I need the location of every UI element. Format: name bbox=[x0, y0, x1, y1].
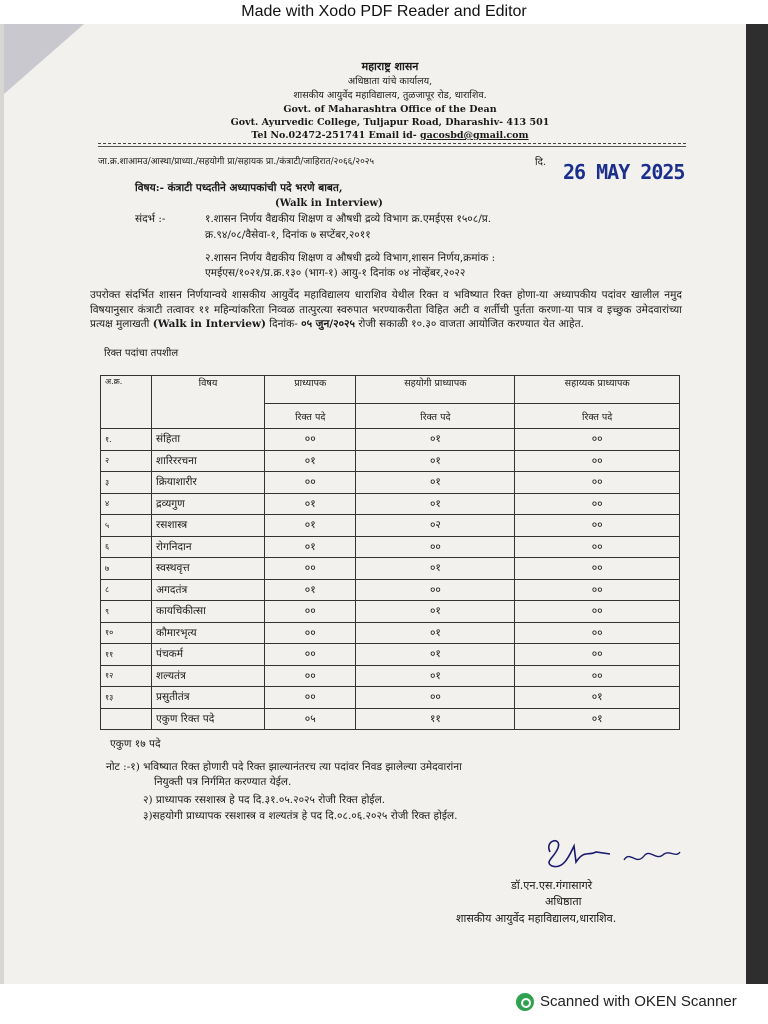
table-row bbox=[101, 601, 680, 623]
subject-line: विषय:- कंत्राटी पध्दतीने अध्यापकांची पदे भरणे बाबत, bbox=[135, 182, 343, 194]
row-subject: रसशास्त्र bbox=[152, 515, 265, 537]
note-1: नोट :-१) भविष्यात रिक्त होणारी पदे रिक्त झाल्यानंतरच त्या पदांवर निवड झालेल्या उमेदवारांना bbox=[106, 761, 462, 773]
reference-label: संदर्भ :- bbox=[135, 213, 166, 225]
header-divider-solid bbox=[98, 146, 686, 147]
row-associate: ०१ bbox=[356, 644, 515, 666]
row-assistant: ०० bbox=[515, 601, 680, 623]
paragraph-main: उपरोक्त संदर्भित शासन निर्णयान्वये शासकीय आयुर्वेद महाविद्यालय धाराशिव येथील रिक्त व भविष्यात रिक्त होणा-या अध्यापकीय पदांवर खालील नमुद विषयानुसार कंत्राटी तत्वावर ११ महिन्यांकरिता निव्वळ तात्पुरत्या स्वरुपात भरण्याकरीता विहित अटी व शर्तीची पुर्तता करणा-या पात्र व इच्छुक उमेदवारांच्या प्रत्यक्ष मुलाखती bbox=[90, 289, 682, 330]
table-row bbox=[101, 644, 680, 666]
table-row bbox=[101, 429, 680, 451]
subheader-professor: रिक्त पदे bbox=[265, 404, 356, 429]
row-professor: ०१ bbox=[265, 515, 356, 537]
header-associate-professor: सहयोगी प्राध्यापक bbox=[356, 376, 515, 404]
row-sr-no: ७ bbox=[101, 558, 152, 580]
total-assistant: ०१ bbox=[515, 708, 680, 730]
row-professor: ०० bbox=[265, 558, 356, 580]
row-associate: ०० bbox=[356, 687, 515, 709]
row-subject: अगदतंत्र bbox=[152, 579, 265, 601]
header-contact bbox=[180, 129, 600, 142]
row-associate: ०१ bbox=[356, 622, 515, 644]
signatory-post: अधिष्ठाता bbox=[545, 895, 582, 908]
table-row bbox=[101, 665, 680, 687]
row-associate: ०१ bbox=[356, 472, 515, 494]
row-sr-no: ९ bbox=[101, 601, 152, 623]
row-associate: ०१ bbox=[356, 558, 515, 580]
row-professor: ०० bbox=[265, 601, 356, 623]
row-assistant: ०० bbox=[515, 493, 680, 515]
row-sr-no: ८ bbox=[101, 579, 152, 601]
total-sr bbox=[101, 708, 152, 730]
row-sr-no: ३ bbox=[101, 472, 152, 494]
row-sr-no: ४ bbox=[101, 493, 152, 515]
row-assistant: ०० bbox=[515, 579, 680, 601]
header-divider bbox=[98, 143, 686, 144]
subheader-assistant: रिक्त पदे bbox=[515, 404, 680, 429]
table-total-row bbox=[101, 708, 680, 730]
row-professor: ०० bbox=[265, 644, 356, 666]
row-associate: ०२ bbox=[356, 515, 515, 537]
row-professor: ०१ bbox=[265, 450, 356, 472]
row-assistant: ०० bbox=[515, 429, 680, 451]
row-sr-no: ६ bbox=[101, 536, 152, 558]
row-sr-no: १. bbox=[101, 429, 152, 451]
total-associate: ११ bbox=[356, 708, 515, 730]
header-office: अधिष्ठाता यांचे कार्यालय, bbox=[347, 76, 433, 87]
table-header-row bbox=[101, 376, 680, 404]
row-assistant: ०० bbox=[515, 622, 680, 644]
table-row bbox=[101, 536, 680, 558]
row-assistant: ०० bbox=[515, 515, 680, 537]
grand-total: एकुण १७ पदे bbox=[110, 738, 161, 750]
row-subject: द्रव्यगुण bbox=[152, 493, 265, 515]
row-professor: ०० bbox=[265, 472, 356, 494]
row-professor: ०० bbox=[265, 665, 356, 687]
vacancy-table bbox=[100, 375, 680, 730]
header-state: महाराष्ट्र शासन bbox=[361, 60, 419, 73]
table-row bbox=[101, 579, 680, 601]
row-professor: ०० bbox=[265, 687, 356, 709]
table-row bbox=[101, 687, 680, 709]
row-assistant: ०० bbox=[515, 665, 680, 687]
row-subject: कौमारभृत्य bbox=[152, 622, 265, 644]
row-subject: प्रसुतीतंत्र bbox=[152, 687, 265, 709]
page-fold-shadow bbox=[4, 24, 84, 94]
note-1-continued: नियुक्ती पत्र निर्गमित करण्यात येईल. bbox=[154, 776, 292, 788]
row-subject: रोगनिदान bbox=[152, 536, 265, 558]
table-caption: रिक्त पदांचा तपशील bbox=[104, 348, 179, 359]
note-2: २) प्राध्यापक रसशास्त्र हे पद दि.३१.०५.२०२५ रोजी रिक्त होईल. bbox=[143, 794, 386, 806]
header-sr-no: अ.क्र. bbox=[101, 376, 152, 429]
header-address-en: Govt. Ayurvedic College, Tuljapur Road, Dharashiv- 413 501 bbox=[230, 117, 550, 128]
reference-line-3: २.शासन निर्णय वैद्यकीय शिक्षण व औषधी द्रव्ये विभाग,शासन निर्णय,क्रमांक : bbox=[205, 252, 496, 264]
row-associate: ०१ bbox=[356, 665, 515, 687]
header-subject: विषय bbox=[152, 376, 265, 429]
row-associate: ०१ bbox=[356, 493, 515, 515]
row-sr-no: ११ bbox=[101, 644, 152, 666]
row-sr-no: २ bbox=[101, 450, 152, 472]
row-sr-no: १० bbox=[101, 622, 152, 644]
row-professor: ०० bbox=[265, 429, 356, 451]
row-assistant: ०० bbox=[515, 644, 680, 666]
row-sr-no: १२ bbox=[101, 665, 152, 687]
row-subject: शल्यतंत्र bbox=[152, 665, 265, 687]
row-assistant: ०० bbox=[515, 450, 680, 472]
table-row bbox=[101, 493, 680, 515]
row-subject: क्रियाशारीर bbox=[152, 472, 265, 494]
reference-number: जा.क्र.शाआमउ/आस्था/प्राध्या./सहयोगी प्रा/सहायक प्रा./कंत्राटी/जाहिरात/२०६६/२०२५ bbox=[98, 157, 375, 167]
row-associate: ०० bbox=[356, 579, 515, 601]
reference-line-1: १.शासन निर्णय वैद्यकीय शिक्षण व औषधी द्रव्ये विभाग क्र.एमईएस १५०८/प्र. bbox=[205, 213, 492, 225]
interview-date: ०५ जुन/२०२५ bbox=[301, 318, 355, 330]
table-row bbox=[101, 515, 680, 537]
row-associate: ०१ bbox=[356, 450, 515, 472]
row-professor: ०१ bbox=[265, 493, 356, 515]
header-govt-en: Govt. of Maharashtra Office of the Dean bbox=[283, 104, 497, 115]
header-tel: Tel No.02472-251741 Email id- bbox=[251, 130, 420, 141]
row-assistant: ०० bbox=[515, 536, 680, 558]
row-associate: ०१ bbox=[356, 429, 515, 451]
scanner-text: Scanned with OKEN Scanner bbox=[540, 993, 737, 1010]
row-subject: शारिररचना bbox=[152, 450, 265, 472]
row-subject: कायचिकीत्सा bbox=[152, 601, 265, 623]
table-row bbox=[101, 558, 680, 580]
row-assistant: ०१ bbox=[515, 687, 680, 709]
row-assistant: ०० bbox=[515, 472, 680, 494]
row-subject: संहिता bbox=[152, 429, 265, 451]
reference-line-2: क्र.९४/०८/वैसेवा-१, दिनांक ७ सप्टेंबर,२०११ bbox=[205, 229, 371, 241]
row-professor: ०१ bbox=[265, 579, 356, 601]
date-stamp: 26 MAY 2025 bbox=[563, 160, 685, 184]
subheader-associate: रिक्त पदे bbox=[356, 404, 515, 429]
header-assistant-professor: सहाय्यक प्राध्यापक bbox=[515, 376, 680, 404]
row-sr-no: १३ bbox=[101, 687, 152, 709]
row-assistant: ०० bbox=[515, 558, 680, 580]
header-professor: प्राध्यापक bbox=[265, 376, 356, 404]
row-subject: पंचकर्म bbox=[152, 644, 265, 666]
signatory-college: शासकीय आयुर्वेद महाविद्यालय,धाराशिव. bbox=[456, 912, 617, 925]
body-paragraph bbox=[90, 288, 682, 332]
scanner-watermark bbox=[516, 991, 737, 1013]
row-subject: स्वस्थवृत्त bbox=[152, 558, 265, 580]
pdf-editor-banner: Made with Xodo PDF Reader and Editor bbox=[0, 0, 768, 24]
walk-in-label: (Walk in Interview) bbox=[275, 198, 383, 209]
row-associate: ०० bbox=[356, 536, 515, 558]
handwritten-signature bbox=[540, 832, 690, 876]
paragraph-tail: रोजी सकाळी १०.३० वाजता आयोजित करण्यात येत आहेत. bbox=[354, 318, 584, 330]
table-row bbox=[101, 450, 680, 472]
row-professor: ०१ bbox=[265, 536, 356, 558]
note-3: ३)सहयोगी प्राध्यापक रसशास्त्र व शल्यतंत्र हे पद दि.०८.०६.२०२५ रोजी रिक्त होईल. bbox=[143, 810, 458, 822]
table-row bbox=[101, 472, 680, 494]
total-professor: ०५ bbox=[265, 708, 356, 730]
header-college: शासकीय आयुर्वेद महाविद्यालय, तुळजापूर रोड, धाराशिव. bbox=[293, 90, 487, 101]
header-email: gacosbd@gmail.com bbox=[419, 130, 529, 141]
reference-line-4: एमईएस/१०२१/प्र.क्र.१३० (भाग-१) आयु-१ दिनांक ०४ नोव्हेंबर,२०२२ bbox=[205, 267, 466, 279]
total-label: एकुण रिक्त पदे bbox=[152, 708, 265, 730]
paragraph-date-prefix: दिनांक- bbox=[265, 318, 302, 330]
date-label: दि. bbox=[535, 157, 547, 168]
paragraph-walk-in: (Walk in Interview) bbox=[152, 318, 266, 330]
table-row bbox=[101, 622, 680, 644]
row-sr-no: ५ bbox=[101, 515, 152, 537]
signatory-name: डॉ.एन.एस.गंगासागरे bbox=[511, 879, 593, 892]
scan-edge bbox=[746, 24, 768, 984]
oken-scanner-logo-icon bbox=[516, 993, 534, 1011]
row-professor: ०० bbox=[265, 622, 356, 644]
row-associate: ०१ bbox=[356, 601, 515, 623]
